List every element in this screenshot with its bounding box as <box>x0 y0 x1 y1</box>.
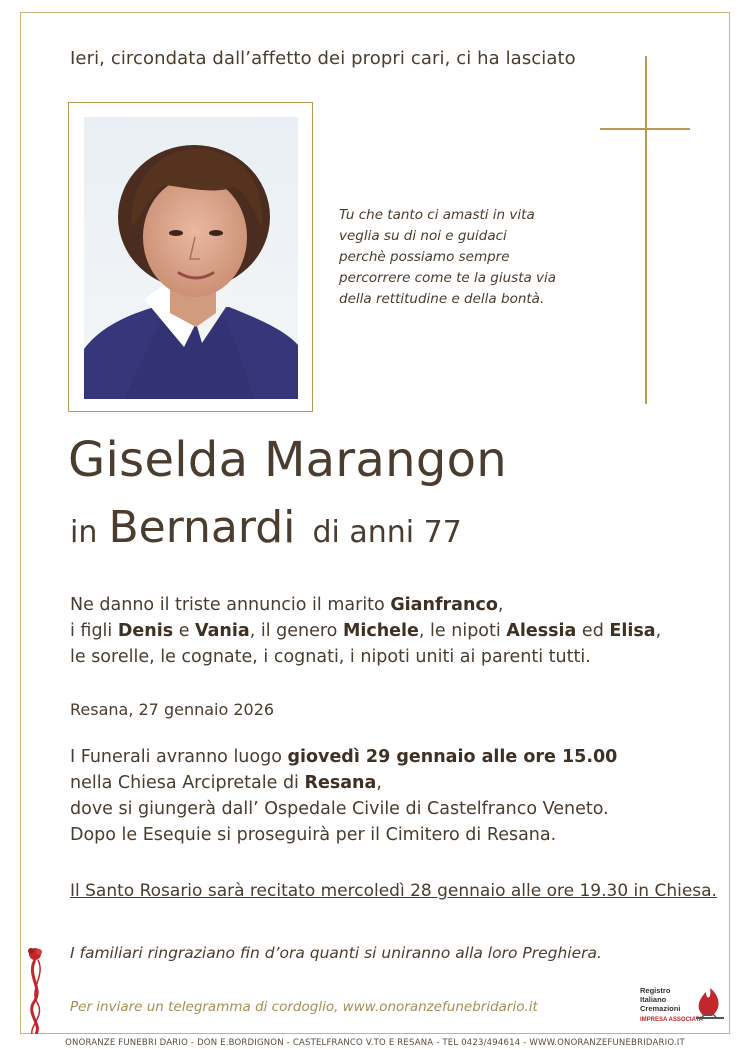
flame-icon <box>690 982 728 1022</box>
rosary-notice: Il Santo Rosario sarà recitato mercoledì 28 gennaio alle ore 19.30 in Chiesa. <box>70 881 717 901</box>
thanks-line: I familiari ringraziano fin d’ora quanti si uniranno alla loro Preghiera. <box>70 944 602 962</box>
text: ed <box>576 621 610 641</box>
announcement <box>70 592 661 670</box>
cremation-registry-logo <box>640 980 730 1030</box>
husband-name: Gianfranco <box>390 595 498 615</box>
text: i figli <box>70 621 118 641</box>
ribbon-flower-icon <box>22 946 48 1034</box>
text: , <box>655 621 662 641</box>
married-name-line <box>70 502 462 553</box>
funeral-line: Dopo le Esequie si proseguirà per il Cimitero di Resana. <box>70 825 557 845</box>
telegram-link[interactable]: Per inviare un telegramma di cordoglio, www.onoranzefunebridario.it <box>70 999 538 1015</box>
poem-line: percorrere come te la giusta via <box>339 270 557 286</box>
text: e <box>173 621 196 641</box>
funeral-line <box>70 744 617 770</box>
portrait-photo <box>84 117 298 399</box>
grandchild-name: Elisa <box>609 621 656 641</box>
married-prefix: in <box>70 515 98 550</box>
funeral-line: dove si giungerà dall’ Ospedale Civile di Castelfranco Veneto. <box>70 799 609 819</box>
cross-icon <box>600 56 690 404</box>
poem <box>339 205 579 310</box>
text: nella Chiesa Arcipretale di <box>70 773 305 793</box>
text: Ne danno il triste annuncio il marito <box>70 595 391 615</box>
poem-line: della rettitudine e della bontà. <box>339 291 545 307</box>
age: di anni 77 <box>312 515 462 550</box>
intro-line: Ieri, circondata dall’affetto dei propri cari, ci ha lasciato <box>70 48 576 69</box>
registry-association: IMPRESA ASSOCIATA <box>640 1017 704 1023</box>
funeral-town: Resana <box>304 773 377 793</box>
poem-line: veglia su di noi e guidaci <box>339 228 507 244</box>
registry-line: Registro <box>640 986 671 995</box>
announcement-line: le sorelle, le cognate, i cognati, i nipoti uniti ai parenti tutti. <box>70 647 591 667</box>
grandchild-name: Alessia <box>506 621 577 641</box>
poem-line: perchè possiamo sempre <box>339 249 510 265</box>
text: , le nipoti <box>418 621 507 641</box>
text: , <box>376 773 382 793</box>
funeral-info <box>70 744 617 848</box>
portrait-frame <box>68 102 313 412</box>
footer-contact: ONORANZE FUNEBRI DARIO - DON E.BORDIGNON - CASTELFRANCO V.TO E RESANA - TEL 0423/494614 - WWW.ONORANZEFUNEBRIDARIO.IT <box>65 1038 685 1048</box>
child-name: Denis <box>117 621 174 641</box>
text: , il genero <box>249 621 343 641</box>
deceased-name: Giselda Marangon <box>68 432 508 488</box>
married-name: Bernardi <box>108 502 296 553</box>
child-name: Vania <box>195 621 250 641</box>
text: , <box>497 595 504 615</box>
announcement-line <box>70 592 661 618</box>
registry-line: Cremazioni <box>640 1004 681 1013</box>
poem-line: Tu che tanto ci amasti in vita <box>339 207 535 223</box>
funeral-line <box>70 770 617 796</box>
text: I Funerali avranno luogo <box>70 747 288 767</box>
announcement-line <box>70 618 661 644</box>
funeral-datetime: giovedì 29 gennaio alle ore 15.00 <box>287 747 618 767</box>
son-in-law-name: Michele <box>342 621 419 641</box>
registry-logo-text <box>640 986 680 1013</box>
registry-line: Italiano <box>640 995 667 1004</box>
date-place: Resana, 27 gennaio 2026 <box>70 700 275 719</box>
